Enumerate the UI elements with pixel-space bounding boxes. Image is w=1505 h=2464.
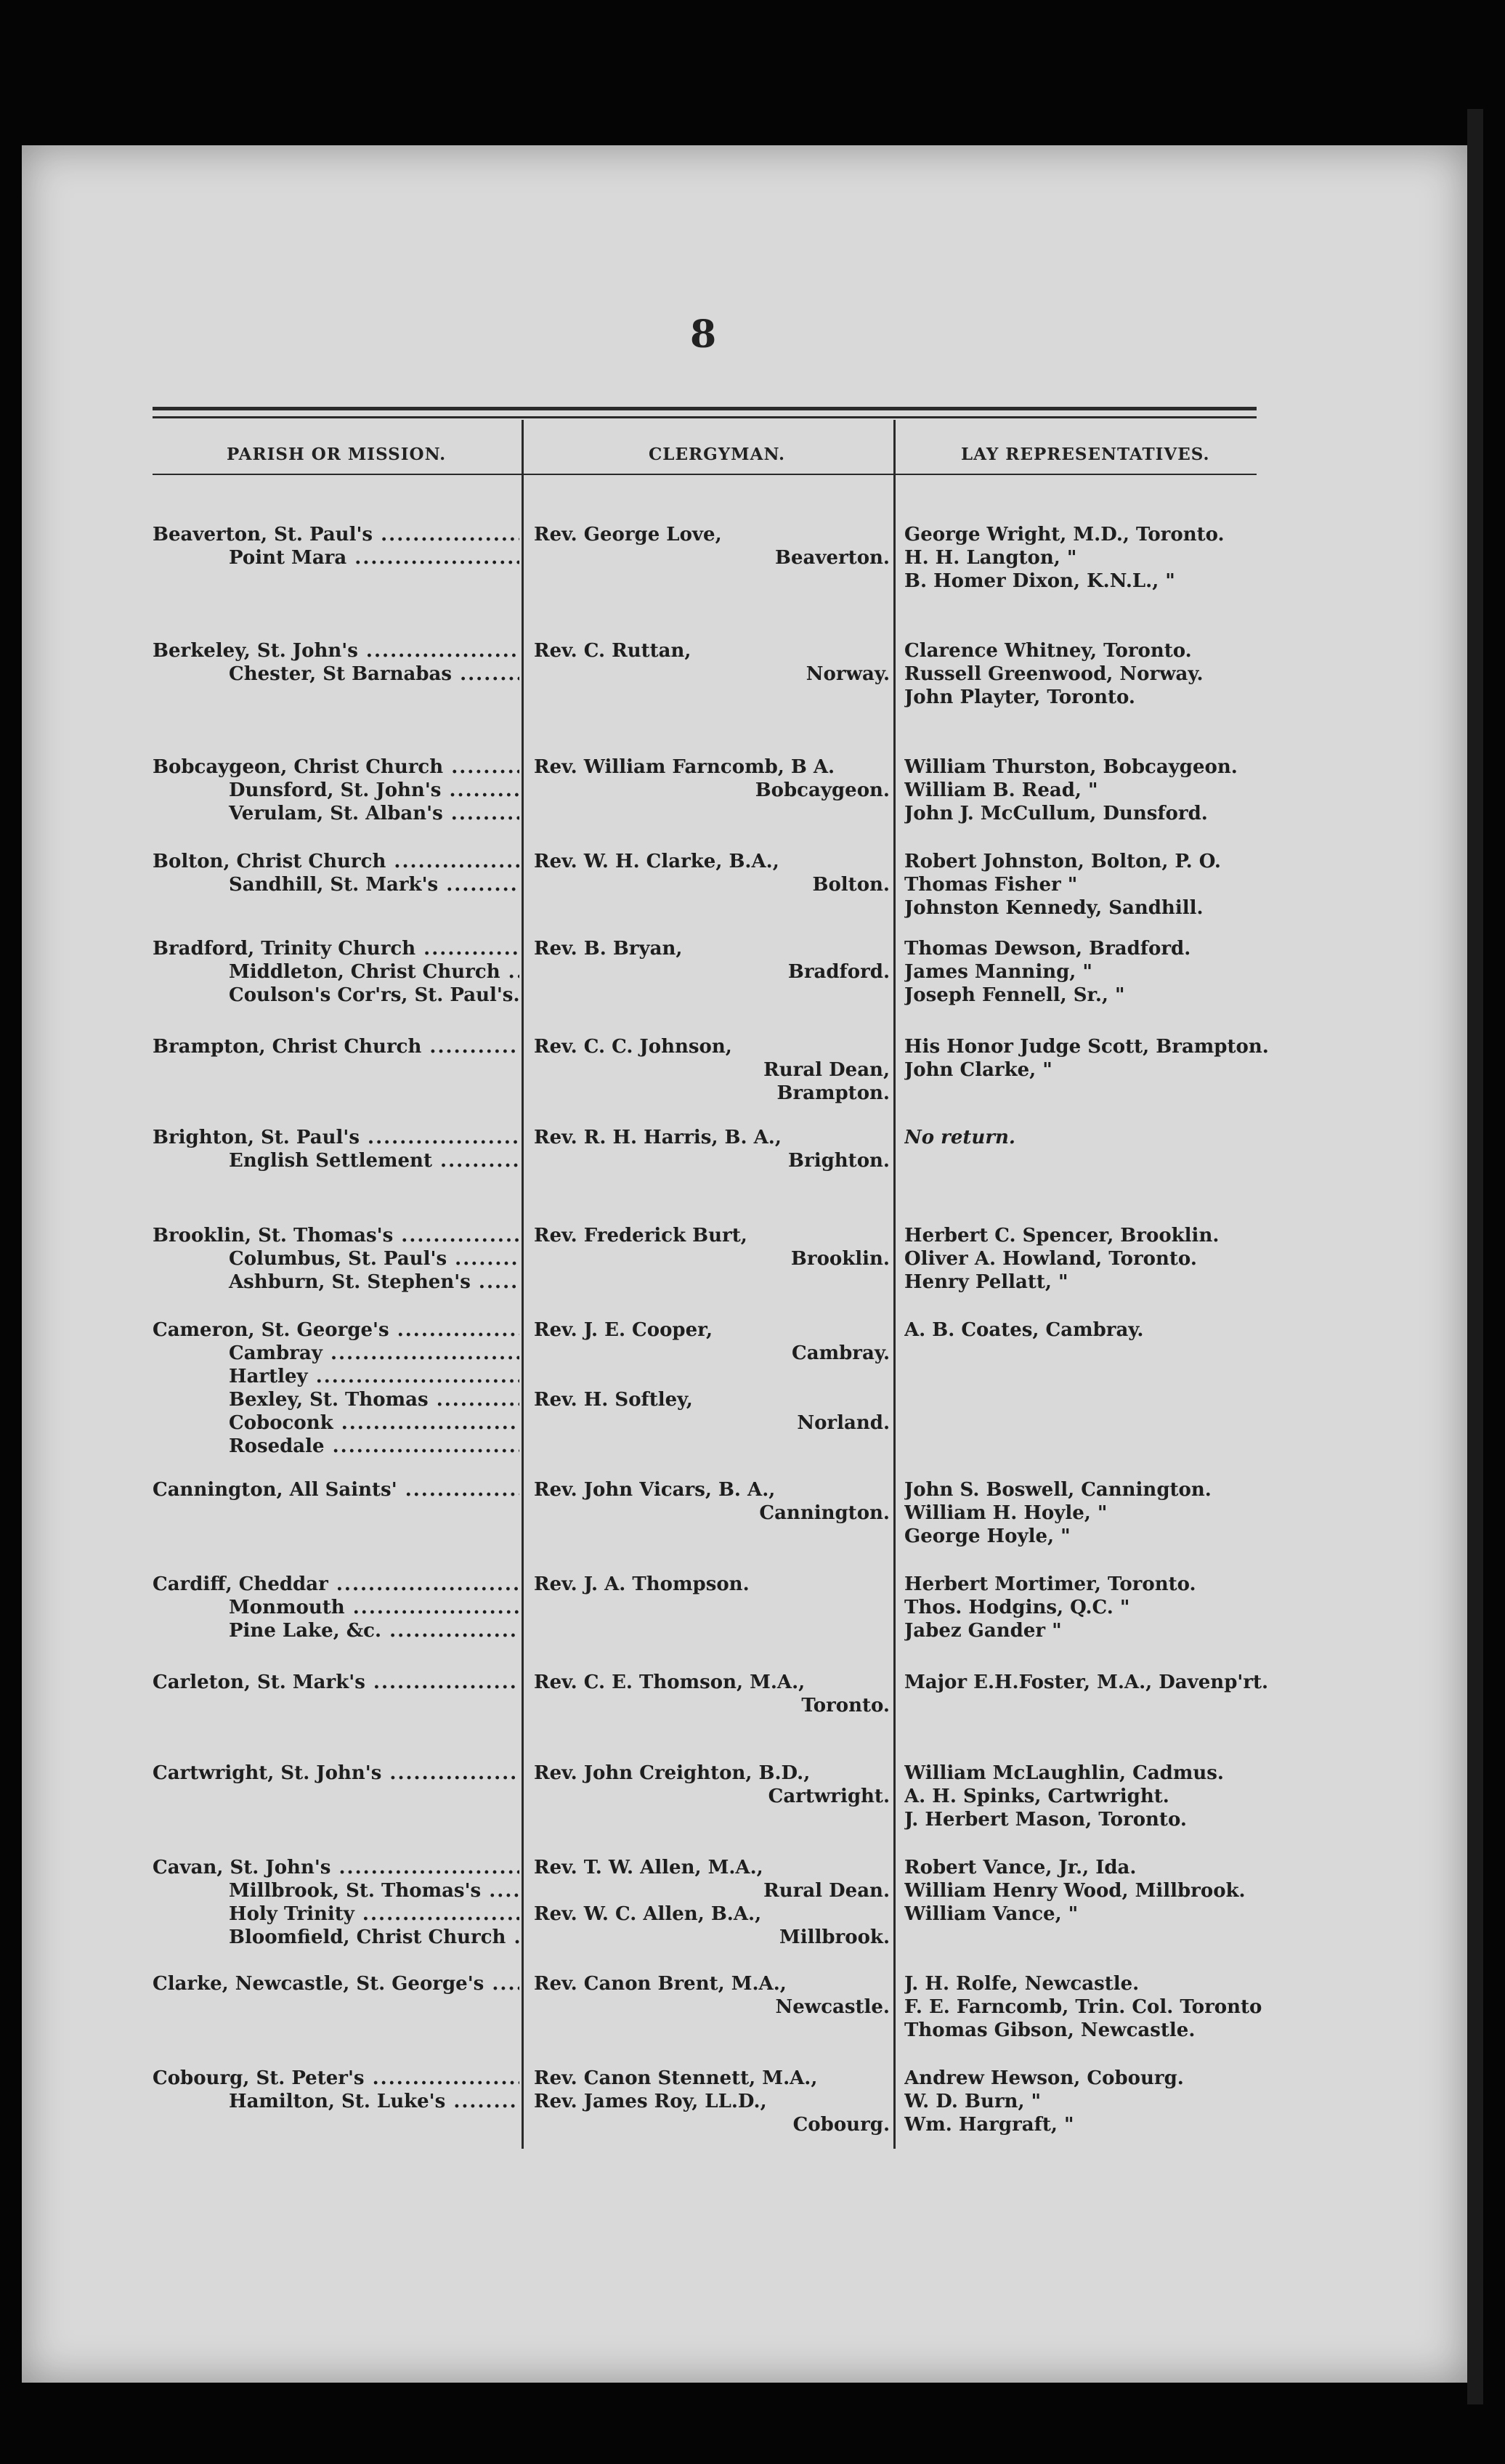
clergyman-cell-line: Rev. T. W. Allen, M.A.,: [534, 1857, 763, 1879]
parish-cell-line: Coulson's Cor'rs, St. Paul's. .....: [153, 984, 519, 1007]
lay-cell-line: John J. McCullum, Dunsford.: [904, 803, 1208, 824]
parish-cell: [153, 1035, 519, 1058]
clergyman-cell-line: Rev. C. E. Thomson, M.A.,: [534, 1671, 806, 1693]
clergyman-cell-line: Norway.: [806, 663, 890, 685]
lay-cell-line: B. Homer Dixon, K.N.L., ": [904, 570, 1175, 592]
lay-cell: [904, 2067, 1311, 2136]
lay-cell: [904, 1224, 1311, 1294]
parish-cell-line: Cobourg, St. Peter's .....: [153, 2067, 519, 2090]
parish-cell-line: Coboconk .....: [153, 1411, 519, 1435]
parish-cell: [153, 1478, 519, 1502]
lay-cell-line: Joseph Fennell, Sr., ": [904, 984, 1125, 1006]
lay-cell-line: Wm. Hargraft, ": [904, 2114, 1074, 2136]
clergyman-cell-line: Rural Dean,: [763, 1059, 890, 1081]
clergyman-cell-line: Brampton.: [776, 1082, 890, 1104]
parish-cell-line: Beaverton, St. Paul's .....: [153, 523, 519, 546]
book-binding: [1467, 109, 1483, 2404]
clergyman-cell-line: Toronto.: [801, 1695, 890, 1717]
lay-cell: [904, 523, 1311, 593]
lay-cell: [904, 937, 1311, 1007]
lay-cell-line: Thomas Fisher ": [904, 874, 1078, 896]
clergyman-cell: [534, 850, 890, 896]
lay-cell: [904, 1478, 1311, 1548]
lay-cell-line: Thomas Gibson, Newcastle.: [904, 2019, 1196, 2041]
clergyman-cell-line: Rev. Canon Stennett, M.A.,: [534, 2067, 818, 2089]
lay-cell: [904, 1318, 1311, 1342]
clergyman-cell-line: Rev. George Love,: [534, 524, 722, 546]
clergyman-cell-line: Rev. W. H. Clarke, B.A.,: [534, 851, 779, 872]
parish-cell-line: Holy Trinity .....: [153, 1902, 519, 1926]
clergyman-cell-line: Newcastle.: [775, 1996, 890, 2018]
parish-cell-line: Cardiff, Cheddar .....: [153, 1573, 519, 1596]
header-rule-top: [153, 407, 1257, 410]
clergyman-cell-line: [534, 1365, 890, 1388]
parish-cell-line: Cambray .....: [153, 1342, 519, 1365]
lay-cell-line: A. B. Coates, Cambray.: [904, 1319, 1144, 1341]
lay-cell-line: John Clarke, ": [904, 1059, 1052, 1081]
lay-cell-line: W. D. Burn, ": [904, 2091, 1042, 2112]
lay-cell-line: Russell Greenwood, Norway.: [904, 663, 1204, 685]
clergyman-cell-line: Rev. Canon Brent, M.A.,: [534, 1973, 787, 1995]
parish-cell: [153, 1972, 519, 1995]
lay-cell-line: Thos. Hodgins, Q.C. ": [904, 1597, 1130, 1618]
lay-cell-line: William Henry Wood, Millbrook.: [904, 1880, 1246, 1902]
column-divider-1: [522, 420, 524, 2149]
clergyman-cell: [534, 2067, 890, 2136]
parish-cell: [153, 850, 519, 896]
clergyman-cell: [534, 1224, 890, 1270]
clergyman-cell: [534, 1972, 890, 2019]
clergyman-cell: [534, 755, 890, 802]
lay-cell-line: Robert Vance, Jr., Ida.: [904, 1857, 1137, 1879]
lay-cell-line: Andrew Hewson, Cobourg.: [904, 2067, 1184, 2089]
parish-cell: [153, 755, 519, 825]
lay-cell: [904, 850, 1311, 920]
lay-cell-line: James Manning, ": [904, 961, 1092, 983]
parish-cell-line: Bradford, Trinity Church .....: [153, 937, 519, 960]
lay-cell: [904, 1671, 1311, 1694]
lay-cell-line: No return.: [904, 1127, 1015, 1148]
parish-cell: [153, 1224, 519, 1294]
lay-cell-line: A. H. Spinks, Cartwright.: [904, 1786, 1169, 1807]
lay-cell-line: J. Herbert Mason, Toronto.: [904, 1809, 1187, 1831]
clergyman-cell-line: Bobcaygeon.: [755, 779, 890, 801]
parish-cell-line: Brampton, Christ Church .....: [153, 1035, 519, 1058]
clergyman-cell-line: Brighton.: [788, 1150, 890, 1172]
lay-cell-line: William B. Read, ": [904, 779, 1098, 801]
lay-cell-line: Henry Pellatt, ": [904, 1271, 1068, 1293]
lay-cell: [904, 1573, 1311, 1642]
header-lay-representatives: LAY REPRESENTATIVES.: [961, 445, 1210, 464]
parish-cell-line: Pine Lake, &c. .....: [153, 1619, 519, 1642]
parish-cell: [153, 523, 519, 570]
lay-cell-line: Thomas Dewson, Bradford.: [904, 938, 1191, 960]
parish-cell-line: Bolton, Christ Church .....: [153, 850, 519, 873]
clergyman-cell-line: Bolton.: [812, 874, 890, 896]
lay-cell-line: Oliver A. Howland, Toronto.: [904, 1248, 1197, 1270]
parish-cell: [153, 1573, 519, 1642]
clergyman-cell: [534, 1856, 890, 1949]
lay-cell-line: J. H. Rolfe, Newcastle.: [904, 1973, 1140, 1995]
lay-cell: [904, 639, 1311, 709]
parish-cell-line: Dunsford, St. John's .....: [153, 779, 519, 802]
clergyman-cell: [534, 523, 890, 570]
parish-cell-line: Carleton, St. Mark's .....: [153, 1671, 519, 1694]
lay-cell: [904, 1972, 1311, 2042]
clergyman-cell-line: Beaverton.: [774, 547, 890, 569]
page-number: 8: [690, 312, 717, 357]
parish-cell: [153, 1762, 519, 1785]
clergyman-cell: [534, 639, 890, 686]
header-clergyman: CLERGYMAN.: [649, 445, 786, 464]
clergyman-cell-line: Bradford.: [787, 961, 890, 983]
lay-cell-line: George Hoyle, ": [904, 1525, 1071, 1547]
parish-cell: [153, 1856, 519, 1949]
clergyman-cell-line: Rev. C. C. Johnson,: [534, 1036, 732, 1058]
lay-cell: [904, 1035, 1311, 1082]
lay-cell-line: William Thurston, Bobcaygeon.: [904, 756, 1238, 778]
clergyman-cell-line: Rev. R. H. Harris, B. A.,: [534, 1127, 782, 1148]
clergyman-cell-line: Rural Dean.: [763, 1880, 890, 1902]
parish-cell-line: Hamilton, St. Luke's .....: [153, 2090, 519, 2113]
clergyman-cell-line: Cartwright.: [768, 1786, 890, 1807]
parish-cell-line: Bobcaygeon, Christ Church .....: [153, 755, 519, 779]
clergyman-cell: [534, 1035, 890, 1105]
lay-cell-line: Clarence Whitney, Toronto.: [904, 640, 1192, 662]
lay-cell-line: Herbert C. Spencer, Brooklin.: [904, 1225, 1220, 1247]
lay-cell-line: Jabez Gander ": [904, 1620, 1062, 1642]
parish-cell-line: Millbrook, St. Thomas's .....: [153, 1879, 519, 1902]
lay-cell-line: H. H. Langton, ": [904, 547, 1077, 569]
header-rule-second: [153, 416, 1257, 418]
clergyman-cell-line: Brooklin.: [790, 1248, 890, 1270]
lay-cell-line: John Playter, Toronto.: [904, 686, 1135, 708]
clergyman-cell-line: Cobourg.: [792, 2114, 890, 2136]
parish-cell-line: Cameron, St. George's .....: [153, 1318, 519, 1342]
clergyman-cell-line: Rev. J. A. Thompson.: [534, 1573, 750, 1595]
parish-cell-line: Monmouth .....: [153, 1596, 519, 1619]
parish-cell-line: Rosedale .....: [153, 1435, 519, 1458]
parish-cell: [153, 639, 519, 686]
lay-cell-line: William H. Hoyle, ": [904, 1502, 1108, 1524]
column-divider-2: [893, 420, 896, 2149]
parish-cell: [153, 1671, 519, 1694]
lay-cell-line: Robert Johnston, Bolton, P. O.: [904, 851, 1221, 872]
lay-cell-line: F. E. Farncomb, Trin. Col. Toronto: [904, 1996, 1262, 2018]
parish-cell-line: Ashburn, St. Stephen's .....: [153, 1270, 519, 1294]
parish-cell-line: Berkeley, St. John's .....: [153, 639, 519, 662]
parish-cell: [153, 1126, 519, 1172]
lay-cell-line: His Honor Judge Scott, Brampton.: [904, 1036, 1269, 1058]
clergyman-cell-line: Rev. John Vicars, B. A.,: [534, 1479, 776, 1501]
parish-cell-line: Sandhill, St. Mark's .....: [153, 873, 519, 896]
clergyman-cell-line: Rev. H. Softley,: [534, 1389, 693, 1411]
parish-cell-line: Bexley, St. Thomas .....: [153, 1388, 519, 1411]
clergyman-cell-line: Rev. B. Bryan,: [534, 938, 683, 960]
parish-cell-line: Bloomfield, Christ Church .....: [153, 1926, 519, 1949]
clergyman-cell-line: Millbrook.: [779, 1926, 890, 1948]
parish-cell-line: Cavan, St. John's .....: [153, 1856, 519, 1879]
clergyman-cell-line: Norland.: [797, 1412, 890, 1434]
lay-cell-line: Herbert Mortimer, Toronto.: [904, 1573, 1196, 1595]
clergyman-cell: [534, 1478, 890, 1525]
parish-cell-line: Brighton, St. Paul's .....: [153, 1126, 519, 1149]
clergyman-cell-line: Rev. J. E. Cooper,: [534, 1319, 713, 1341]
clergyman-cell: [534, 1126, 890, 1172]
clergyman-cell-line: Cambray.: [792, 1342, 890, 1364]
header-rule-bottom: [153, 474, 1257, 475]
lay-cell-line: William McLaughlin, Cadmus.: [904, 1762, 1224, 1784]
parish-cell: [153, 937, 519, 1007]
lay-cell-line: George Wright, M.D., Toronto.: [904, 524, 1225, 546]
header-parish: PARISH OR MISSION.: [227, 445, 447, 464]
parish-cell-line: Columbus, St. Paul's .....: [153, 1247, 519, 1270]
parish-cell-line: Clarke, Newcastle, St. George's .....: [153, 1972, 519, 1995]
lay-cell-line: John S. Boswell, Cannington.: [904, 1479, 1212, 1501]
lay-cell-line: Johnston Kennedy, Sandhill.: [904, 897, 1204, 919]
parish-cell-line: Hartley .....: [153, 1365, 519, 1388]
clergyman-cell: [534, 1573, 890, 1596]
clergyman-cell: [534, 1671, 890, 1717]
clergyman-cell: [534, 1318, 890, 1435]
parish-cell-line: Brooklin, St. Thomas's .....: [153, 1224, 519, 1247]
parish-cell: [153, 2067, 519, 2113]
clergyman-cell-line: Rev. C. Ruttan,: [534, 640, 691, 662]
parish-cell-line: Chester, St Barnabas .....: [153, 662, 519, 686]
lay-cell: [904, 1762, 1311, 1831]
clergyman-cell-line: Rev. Frederick Burt,: [534, 1225, 747, 1247]
parish-cell-line: Middleton, Christ Church .....: [153, 960, 519, 984]
parish-cell: [153, 1318, 519, 1458]
lay-cell: [904, 1126, 1311, 1149]
clergyman-cell-line: Cannington.: [759, 1502, 890, 1524]
parish-cell-line: English Settlement .....: [153, 1149, 519, 1172]
clergyman-cell-line: Rev. John Creighton, B.D.,: [534, 1762, 811, 1784]
clergyman-cell: [534, 1762, 890, 1808]
parish-cell-line: Verulam, St. Alban's .....: [153, 802, 519, 825]
lay-cell-line: William Vance, ": [904, 1903, 1079, 1925]
clergyman-cell-line: Rev. James Roy, LL.D.,: [534, 2091, 767, 2112]
clergyman-cell-line: Rev. William Farncomb, B A.: [534, 756, 835, 778]
parish-cell-line: Cannington, All Saints' .....: [153, 1478, 519, 1502]
parish-cell-line: Point Mara .....: [153, 546, 519, 570]
clergyman-cell-line: Rev. W. C. Allen, B.A.,: [534, 1903, 762, 1925]
lay-cell: [904, 1856, 1311, 1926]
lay-cell: [904, 755, 1311, 825]
clergyman-cell: [534, 937, 890, 984]
lay-cell-line: Major E.H.Foster, M.A., Davenp'rt.: [904, 1671, 1269, 1693]
parish-cell-line: Cartwright, St. John's .....: [153, 1762, 519, 1785]
